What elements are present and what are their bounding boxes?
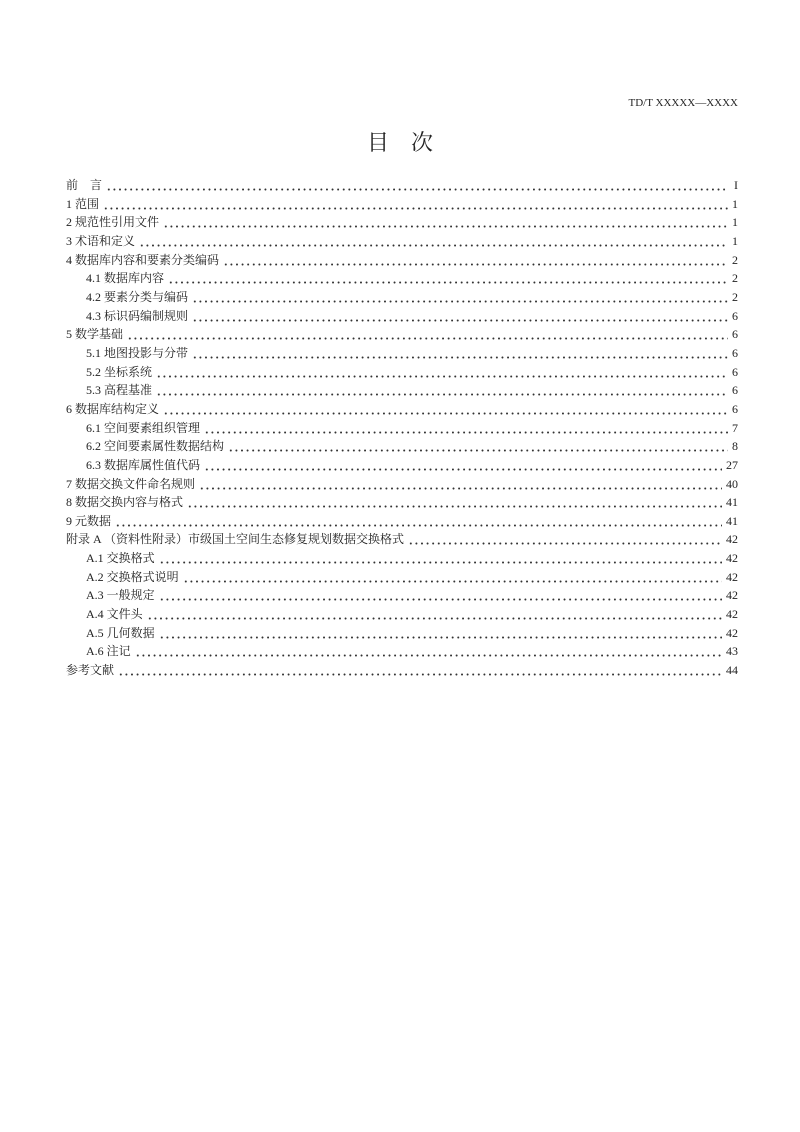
toc-entry-page: 40	[726, 476, 738, 491]
dot-leader	[192, 307, 728, 326]
dot-leader	[159, 624, 722, 643]
toc-entry-label: 参考文献	[66, 663, 115, 678]
toc-entry-a-1[interactable]	[66, 549, 738, 568]
dot-leader	[192, 344, 728, 363]
toc-entry-5-3[interactable]	[66, 381, 738, 400]
toc-entry-page: 1	[732, 233, 738, 248]
toc-subentry-label: A.1 交换格式	[86, 551, 155, 566]
dot-leader	[168, 269, 728, 288]
dot-leader	[135, 642, 722, 661]
dot-leader	[408, 530, 722, 549]
toc-subentry-page: 43	[726, 644, 738, 659]
toc-entry-label: 附录 A （资料性附录）市级国土空间生态修复规划数据交换格式	[66, 532, 405, 547]
dot-leader	[118, 661, 722, 680]
toc-entry-label: 8 数据交换内容与格式	[66, 495, 184, 510]
toc-subentry-page: 42	[726, 588, 738, 603]
dot-leader	[106, 176, 728, 195]
page-title: 目 次	[366, 130, 433, 155]
dot-leader	[139, 232, 728, 251]
toc-subentry-label: 5.2 坐标系统	[86, 364, 153, 379]
dot-leader	[163, 400, 728, 419]
dot-leader	[127, 325, 728, 344]
toc-entry-7[interactable]	[66, 475, 738, 494]
toc-subentry-label: 5.3 高程基准	[86, 383, 153, 398]
toc-entry-label: 9 元数据	[66, 513, 112, 528]
toc-subentry-page: 6	[732, 383, 738, 398]
toc-entry-page: 1	[732, 196, 738, 211]
document-code: TD/T XXXXX—XXXX	[628, 97, 738, 109]
toc-subentry-page: 42	[726, 569, 738, 584]
toc-subentry-label: A.2 交换格式说明	[86, 569, 179, 584]
toc-subentry-label: A.3 一般规定	[86, 588, 155, 603]
toc-entry-label: 6 数据库结构定义	[66, 401, 160, 416]
toc-entry-1[interactable]	[66, 195, 738, 214]
toc-entry-page: I	[734, 178, 738, 192]
toc-subentry-page: 6	[732, 364, 738, 379]
dot-leader	[159, 549, 722, 568]
toc-entry-4-2[interactable]	[66, 288, 738, 307]
dot-leader	[115, 512, 722, 531]
toc-entry-9[interactable]	[66, 512, 738, 531]
toc-subentry-page: 42	[726, 625, 738, 640]
toc-entry-label: 前 言	[66, 178, 103, 192]
dot-leader	[103, 195, 728, 214]
toc-entry-page: 44	[726, 663, 738, 678]
toc-subentry-label: 6.1 空间要素组织管理	[86, 420, 201, 435]
toc-entry-label: 2 规范性引用文件	[66, 215, 160, 230]
toc-entry-a-2[interactable]	[66, 568, 738, 587]
toc-entry-a-6[interactable]	[66, 642, 738, 661]
toc-subentry-label: 5.1 地图投影与分带	[86, 345, 189, 360]
dot-leader	[159, 586, 722, 605]
dot-leader	[183, 568, 722, 587]
toc-entry-foreword[interactable]	[66, 176, 738, 195]
toc-subentry-page: 42	[726, 551, 738, 566]
toc-subentry-page: 42	[726, 607, 738, 622]
toc-entry-label: 1 范围	[66, 196, 100, 211]
toc-subentry-page: 6	[732, 308, 738, 323]
toc-subentry-label: 4.1 数据库内容	[86, 271, 165, 286]
toc-entry-references[interactable]	[66, 661, 738, 680]
toc-entry-2[interactable]	[66, 213, 738, 232]
dot-leader	[223, 251, 728, 270]
toc-entry-a-3[interactable]	[66, 586, 738, 605]
toc-entry-6[interactable]	[66, 400, 738, 419]
toc-subentry-label: A.4 文件头	[86, 607, 143, 622]
dot-leader	[192, 288, 728, 307]
dot-leader	[204, 419, 728, 438]
dot-leader	[147, 605, 722, 624]
toc-entry-a-5[interactable]	[66, 624, 738, 643]
toc-entry-page: 2	[732, 252, 738, 267]
toc-subentry-page: 27	[726, 457, 738, 472]
toc-entry-5-1[interactable]	[66, 344, 738, 363]
toc-entry-6-1[interactable]	[66, 419, 738, 438]
toc-entry-label: 7 数据交换文件命名规则	[66, 476, 196, 491]
toc-subentry-page: 7	[732, 420, 738, 435]
toc-entry-6-2[interactable]	[66, 437, 738, 456]
toc-entry-3[interactable]	[66, 232, 738, 251]
table-of-contents	[66, 176, 738, 680]
toc-subentry-label: 4.2 要素分类与编码	[86, 289, 189, 304]
toc-entry-page: 41	[726, 513, 738, 528]
toc-entry-label: 4 数据库内容和要素分类编码	[66, 252, 220, 267]
toc-entry-page: 6	[732, 401, 738, 416]
toc-entry-4[interactable]	[66, 251, 738, 270]
dot-leader	[156, 363, 728, 382]
dot-leader	[204, 456, 722, 475]
toc-subentry-page: 6	[732, 345, 738, 360]
toc-entry-appendix-a[interactable]	[66, 530, 738, 549]
toc-subentry-page: 2	[732, 289, 738, 304]
toc-entry-5[interactable]	[66, 325, 738, 344]
toc-entry-4-1[interactable]	[66, 269, 738, 288]
toc-entry-8[interactable]	[66, 493, 738, 512]
toc-entry-5-2[interactable]	[66, 363, 738, 382]
toc-subentry-label: 6.2 空间要素属性数据结构	[86, 439, 225, 454]
toc-entry-label: 3 术语和定义	[66, 233, 136, 248]
dot-leader	[163, 213, 728, 232]
toc-entry-label: 5 数学基础	[66, 327, 124, 342]
toc-subentry-label: A.5 几何数据	[86, 625, 155, 640]
toc-subentry-page: 8	[732, 439, 738, 454]
toc-entry-page: 41	[726, 495, 738, 510]
toc-subentry-label: 6.3 数据库属性值代码	[86, 457, 201, 472]
dot-leader	[228, 437, 728, 456]
toc-subentry-page: 2	[732, 271, 738, 286]
toc-entry-page: 42	[726, 532, 738, 547]
toc-entry-6-3[interactable]	[66, 456, 738, 475]
toc-entry-a-4[interactable]	[66, 605, 738, 624]
toc-entry-4-3[interactable]	[66, 307, 738, 326]
dot-leader	[199, 475, 722, 494]
toc-entry-page: 6	[732, 327, 738, 342]
dot-leader	[156, 381, 728, 400]
toc-subentry-label: A.6 注记	[86, 644, 131, 659]
toc-subentry-label: 4.3 标识码编制规则	[86, 308, 189, 323]
toc-entry-page: 1	[732, 215, 738, 230]
dot-leader	[187, 493, 722, 512]
